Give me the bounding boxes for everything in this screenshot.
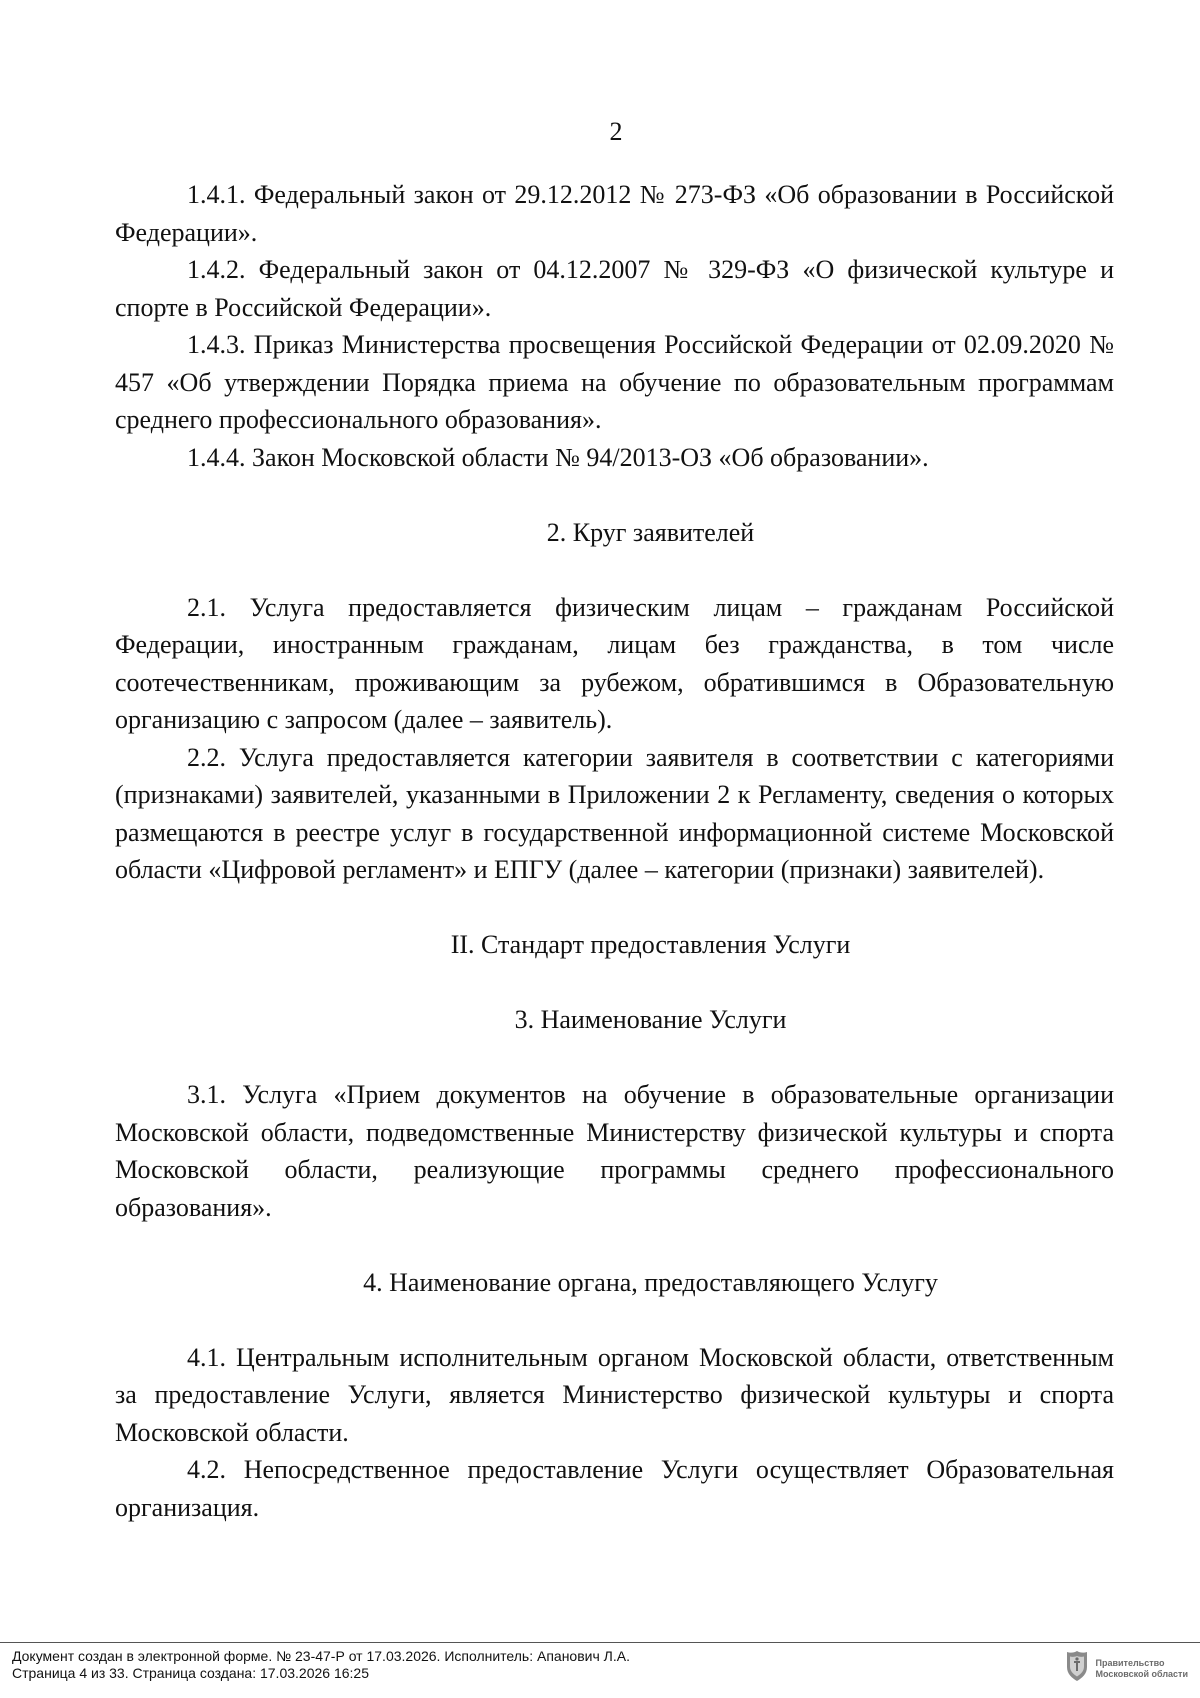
- government-logo-text: [1096, 1658, 1189, 1680]
- paragraph-3-1: 3.1. Услуга «Прием документов на обучение в образовательные организации Московской области, подведомственные Министерству физической культуры и спорта Московской области, реализующие программы среднего профессионального образования».: [115, 1080, 1114, 1222]
- section-heading-applicants: 2. Круг заявителей: [546, 517, 755, 547]
- section-heading-service-name: 3. Наименование Услуги: [514, 1005, 787, 1034]
- section-heading-authority: 4. Наименование органа, предоставляющего Услугу: [363, 1267, 938, 1297]
- footer-divider: [0, 1642, 1200, 1643]
- page-number: 2: [609, 117, 623, 146]
- government-logo: [1064, 1650, 1189, 1687]
- footer-document-info: Документ создан в электронной форме. № 23-47-Р от 17.03.2026. Исполнитель: Апанович Л.А.: [12, 1648, 630, 1664]
- chapter-heading-standard: II. Стандарт предоставления Услуги: [450, 930, 851, 959]
- logo-line-2: Московской области: [1095, 1668, 1188, 1679]
- document-body: [115, 176, 1114, 1526]
- paragraph-4-1: 4.1. Центральным исполнительным органом Московской области, ответственным за предоставление Услуги, является Министерство физической культуры и спорта Московской области.: [115, 1342, 1114, 1447]
- paragraph-4-2: 4.2. Непосредственное предоставление Услуги осуществляет Образовательная организация.: [115, 1455, 1114, 1522]
- logo-line-1: Правительство: [1095, 1657, 1165, 1668]
- paragraph-1-4-4: 1.4.4. Закон Московской области № 94/2013-ОЗ «Об образовании».: [187, 442, 929, 472]
- paragraph-2-1: 2.1. Услуга предоставляется физическим лицам – гражданам Российской Федерации, иностранным гражданам, лицам без гражданства, в том числе соотечественникам, проживающим за рубежом, обратившимся в Образовательную организацию с запросом (далее – заявитель).: [115, 592, 1114, 734]
- paragraph-1-4-3: 1.4.3. Приказ Министерства просвещения Российской Федерации от 02.09.2020 № 457 «Об утверждении Порядка приема на обучение по образовательным программам среднего профессионального образования».: [115, 330, 1114, 434]
- paragraph-1-4-2: 1.4.2. Федеральный закон от 04.12.2007 № 329-ФЗ «О физической культуре и спорте в Российской Федерации».: [115, 255, 1114, 322]
- paragraph-2-2: 2.2. Услуга предоставляется категории заявителя в соответствии с категориями (признаками) заявителей, указанными в Приложении 2 к Регламенту, сведения о которых размещаются в реестре услуг в государственной информационной системе Московской области «Цифровой регламент» и ЕПГУ (далее – категории (признаки) заявителей).: [115, 742, 1114, 884]
- footer-info: [12, 1648, 630, 1682]
- footer-page-info: Страница 4 из 33. Страница создана: 17.03.2026 16:25: [12, 1665, 369, 1681]
- moscow-region-coat-of-arms-icon: [1064, 1650, 1090, 1687]
- paragraph-1-4-1: 1.4.1. Федеральный закон от 29.12.2012 № 273-ФЗ «Об образовании в Российской Федерации».: [115, 180, 1114, 247]
